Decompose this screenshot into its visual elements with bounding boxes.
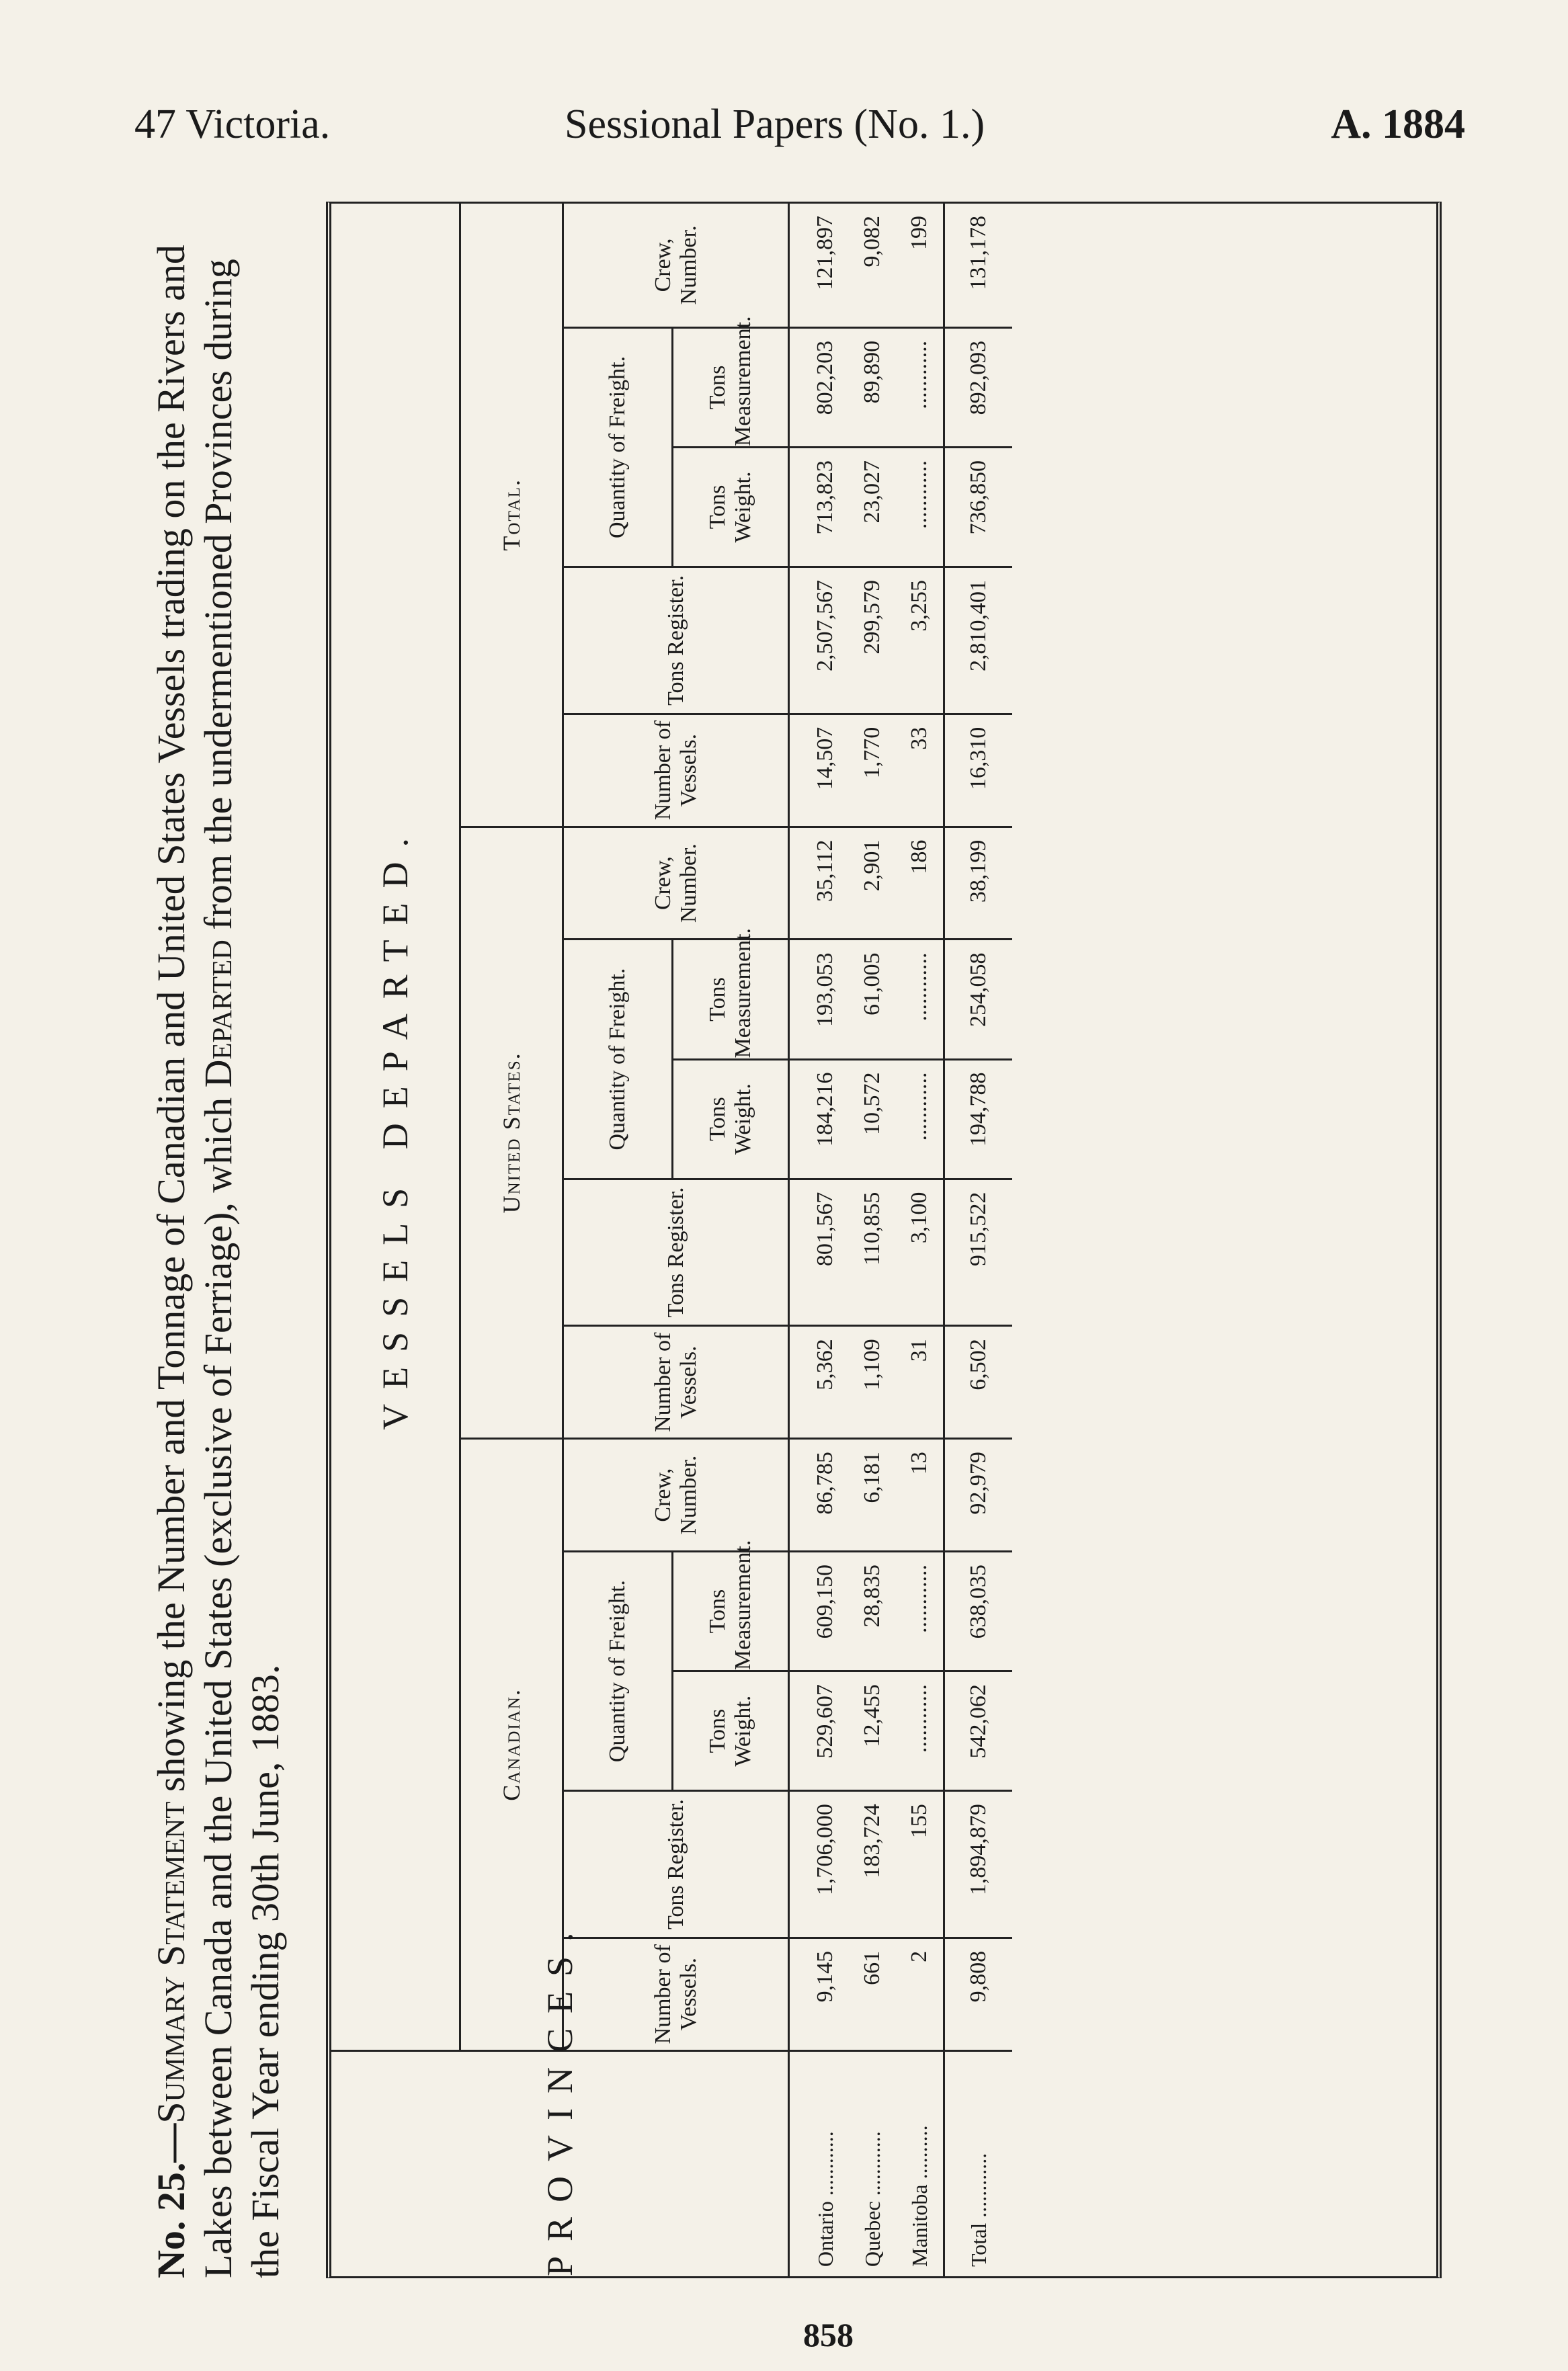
table-frame [326,202,1442,2278]
table-cell: 9,808 [944,1938,1013,2050]
caption-number: No. 25.— [149,2123,193,2278]
table-cell: 638,035 [944,1552,1013,1671]
col-register-canadian: Tons Register. [563,1791,789,1938]
caption-text-1: showing the Number and Tonnage of Canadian and United States Vessels trading on the Rivers and Lakes between Canada and the United States (exclusive of Ferriage), which [149,245,240,2278]
table-cell: 16,310 [944,714,1013,827]
table-cell: ............ [896,1059,944,1179]
province-name: Ontario ............ [813,2131,837,2267]
table-body [789,204,1013,2276]
table-cell: 1,109 [849,1326,896,1439]
table-cell: 61,005 [849,940,896,1059]
table-cell: 14,507 [789,714,850,827]
table-cell: 2,810,401 [944,567,1013,714]
table-cell: 121,897 [789,204,850,327]
table-cell: 2 [896,1938,944,2050]
table-cell: 23,027 [849,447,896,567]
col-vessels-us: Number of Vessels. [563,1326,789,1439]
table-cell: 2,901 [849,827,896,940]
table-cell: 9,082 [849,204,896,327]
header-year: A. 1884 [1331,101,1465,147]
table-caption [148,202,289,2278]
table-cell: 33 [896,714,944,827]
table-cell: 194,788 [944,1059,1013,1179]
table-cell: 1,894,879 [944,1791,1013,1938]
table-cell: 299,579 [849,567,896,714]
table-cell: 28,835 [849,1552,896,1671]
table-cell: 609,150 [789,1552,850,1671]
table-cell: 1,770 [849,714,896,827]
table-cell: 110,855 [849,1179,896,1326]
col-freight-total: Quantity of Freight. [563,327,673,567]
table-cell: 31 [896,1326,944,1439]
table-cell: 183,724 [849,1791,896,1938]
table-cell: 713,823 [789,447,850,567]
table-cell: 892,093 [944,327,1013,447]
table-row [944,204,1013,2276]
col-measure-us: Tons Measurement. [673,940,789,1059]
table-row [789,204,850,2276]
table-cell: 254,058 [944,940,1013,1059]
col-register-us: Tons Register. [563,1179,789,1326]
table-cell: 529,607 [789,1671,850,1791]
table-cell: 92,979 [944,1439,1013,1552]
table-cell: ............ [896,1552,944,1671]
group-united-states: United States. [460,827,563,1439]
page-number: 858 [803,2316,854,2354]
col-measure-total: Tons Measurement. [673,327,789,447]
caption-lead: Summary Statement [149,1801,193,2124]
table-cell: 155 [896,1791,944,1938]
table-row [849,204,896,2276]
province-name: Quebec ............ [860,2131,884,2267]
header-volume: 47 Victoria. [134,101,331,147]
table-cell: 802,203 [789,327,850,447]
table-cell: 12,455 [849,1671,896,1791]
table-cell: 3,100 [896,1179,944,1326]
table-cell: 661 [849,1938,896,2050]
table-cell: 6,502 [944,1326,1013,1439]
table-cell: 89,890 [849,327,896,447]
table-title: VESSELS DEPARTED. [331,204,460,2050]
table-cell: 6,181 [849,1439,896,1552]
provinces-header: PROVINCES. [331,2050,789,2276]
province-name: Manitoba .......... [907,2125,932,2267]
table-cell: 86,785 [789,1439,850,1552]
table-cell: 736,850 [944,447,1013,567]
table-cell: 193,053 [789,940,850,1059]
col-vessels-total: Number of Vessels. [563,714,789,827]
table-cell: 542,062 [944,1671,1013,1791]
table-row [896,204,944,2276]
col-vessels-canadian: Number of Vessels. [563,1938,789,2050]
table-cell: 184,216 [789,1059,850,1179]
table-cell: 2,507,567 [789,567,850,714]
table-cell: 199 [896,204,944,327]
table-cell: ............ [896,940,944,1059]
table-cell: ............ [896,1671,944,1791]
table-cell: ............ [896,327,944,447]
col-crew-us: Crew, Number. [563,827,789,940]
col-measure-canadian: Tons Measurement. [673,1552,789,1671]
table-cell: 1,706,000 [789,1791,850,1938]
table-cell: 13 [896,1439,944,1552]
caption-text-2: from the undermentioned Provinces during the Fiscal Year ending 30th June, 1883. [196,259,287,2278]
group-total: Total. [460,204,563,827]
table-cell: 801,567 [789,1179,850,1326]
table-cell: ............ [896,447,944,567]
running-header [134,101,1465,161]
table-cell: 3,255 [896,567,944,714]
caption-departed: Departed [196,940,240,1088]
table-cell: 38,199 [944,827,1013,940]
table-cell: 131,178 [944,204,1013,327]
table-cell: 186 [896,827,944,940]
header-title: Sessional Papers (No. 1.) [565,101,985,147]
col-crew-canadian: Crew, Number. [563,1439,789,1552]
rotated-table-region [134,188,1465,2292]
col-freight-us: Quantity of Freight. [563,940,673,1179]
col-weight-canadian: Tons Weight. [673,1671,789,1791]
table-cell: 5,362 [789,1326,850,1439]
group-canadian: Canadian. [460,1439,563,2051]
col-weight-us: Tons Weight. [673,1059,789,1179]
table-cell: 35,112 [789,827,850,940]
table-cell: 10,572 [849,1059,896,1179]
table-cell: 9,145 [789,1938,850,2050]
col-weight-total: Tons Weight. [673,447,789,567]
col-crew-total: Crew, Number. [563,204,789,327]
col-freight-canadian: Quantity of Freight. [563,1552,673,1791]
col-register-total: Tons Register. [563,567,789,714]
province-name: Total ............ [944,2050,1013,2276]
table-cell: 915,522 [944,1179,1013,1326]
vessels-table [331,204,1012,2276]
